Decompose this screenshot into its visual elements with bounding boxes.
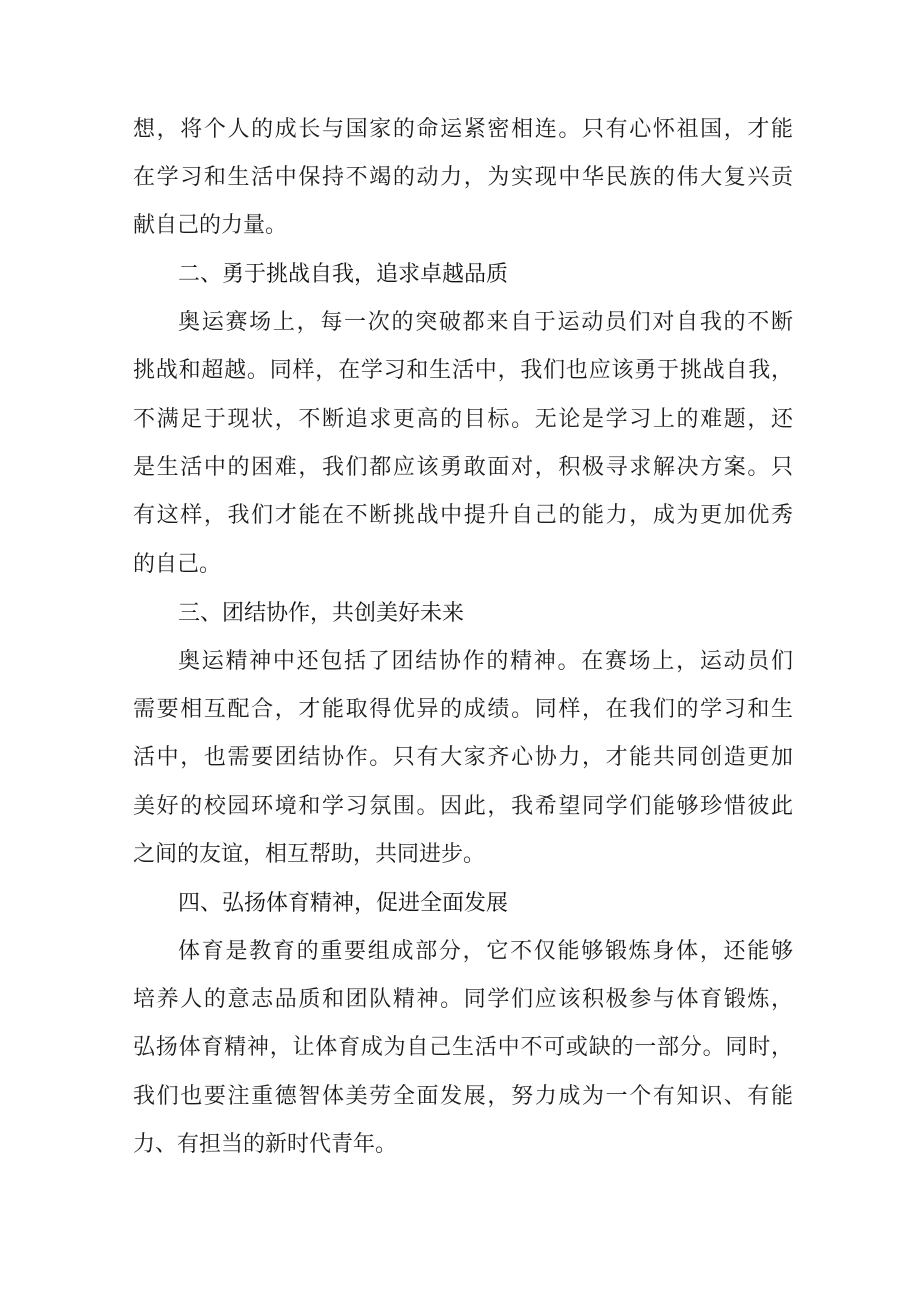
paragraph-line: 奥运赛场上，每一次的突破都来自于运动员们对自我的不断 <box>178 310 793 335</box>
paragraph-line: 不满足于现状，不断追求更高的目标。无论是学习上的难题，还 <box>133 407 793 432</box>
section-heading: 三、团结协作，共创美好未来 <box>178 601 465 626</box>
paragraph-line: 在学习和生活中保持不竭的动力，为实现中华民族的伟大复兴贡 <box>133 165 793 190</box>
paragraph-line: 弘扬体育精神，让体育成为自己生活中不可或缺的一部分。同时， <box>133 1035 793 1060</box>
paragraph-line: 献自己的力量。 <box>133 213 288 238</box>
paragraph-line: 美好的校园环境和学习氛围。因此，我希望同学们能够珍惜彼此 <box>133 794 793 819</box>
paragraph-line: 需要相互配合，才能取得优异的成绩。同样，在我们的学习和生 <box>133 697 793 722</box>
paragraph-line: 有这样，我们才能在不断挑战中提升自己的能力，成为更加优秀 <box>133 503 793 528</box>
paragraph-line: 的自己。 <box>133 552 222 577</box>
paragraph-line: 我们也要注重德智体美劳全面发展，努力成为一个有知识、有能 <box>133 1084 793 1109</box>
paragraph-line: 之间的友谊，相互帮助，共同进步。 <box>133 842 486 867</box>
paragraph-line: 奥运精神中还包括了团结协作的精神。在赛场上，运动员们 <box>178 649 793 674</box>
paragraph-line: 活中，也需要团结协作。只有大家齐心协力，才能共同创造更加 <box>133 745 793 770</box>
paragraph-line: 体育是教育的重要组成部分，它不仅能够锻炼身体，还能够 <box>178 939 793 964</box>
paragraph-line: 力、有担当的新时代青年。 <box>133 1132 398 1157</box>
paragraph-line: 挑战和超越。同样，在学习和生活中，我们也应该勇于挑战自我， <box>133 358 793 383</box>
section-heading: 四、弘扬体育精神，促进全面发展 <box>178 891 509 916</box>
paragraph-line: 培养人的意志品质和团队精神。同学们应该积极参与体育锻炼， <box>133 987 793 1012</box>
section-heading: 二、勇于挑战自我，追求卓越品质 <box>178 262 509 287</box>
paragraph-line: 是生活中的困难，我们都应该勇敢面对，积极寻求解决方案。只 <box>133 455 793 480</box>
paragraph-line: 想，将个人的成长与国家的命运紧密相连。只有心怀祖国，才能 <box>133 117 793 142</box>
